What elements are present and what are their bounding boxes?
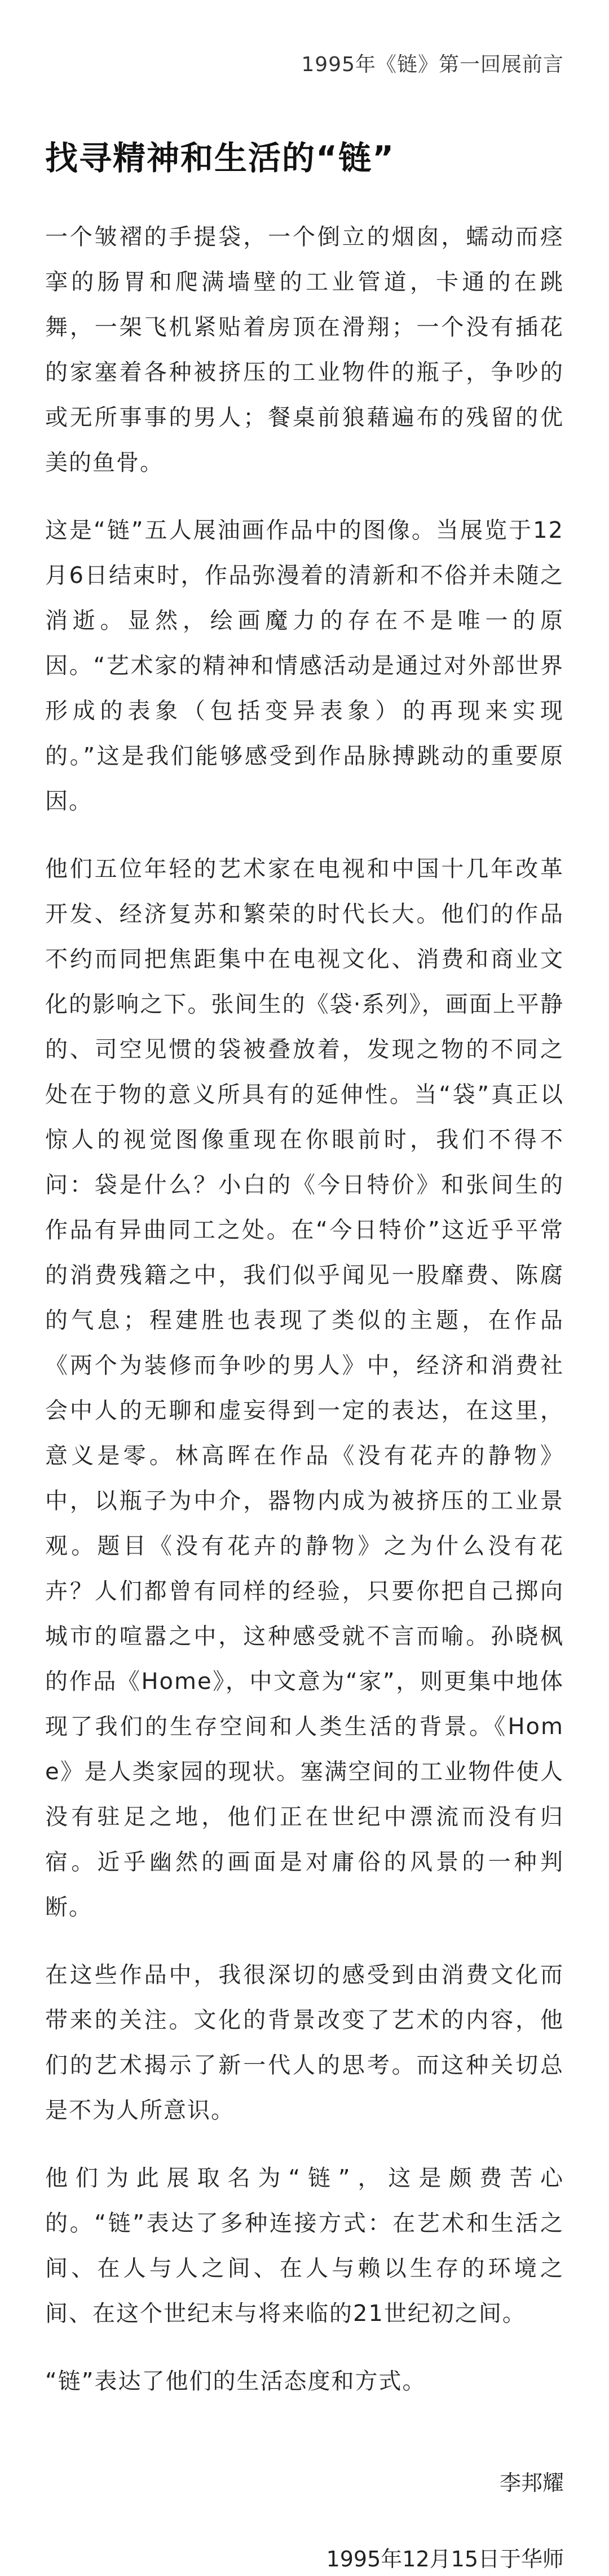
author-signature: 李邦耀 <box>499 2470 564 2495</box>
signature-date: 1995年12月15日于华师 <box>326 2547 564 2571</box>
body-paragraph-1: 一个皱褶的手提袋，一个倒立的烟囱，蠕动而痉挛的肠胃和爬满墙壁的工业管道，卡通的在跳舞，一架飞机紧贴着房顶在滑翔；一个没有插花的家塞着各种被挤压的工业物件的瓶子，争吵的或无所事事的男人；餐桌前狼藉遍布的残留的优美的鱼骨。 <box>45 224 564 476</box>
body-paragraph-3: 他们五位年轻的艺术家在电视和中国十几年改革开发、经济复苏和繁荣的时代长大。他们的作品不约而同把焦距集中在电视文化、消费和商业文化的影响之下。张间生的《袋·系列》，画面上平静的、司空见惯的袋被叠放着，发现之物的不同之处在于物的意义所具有的延伸性。当“袋”真正以惊人的视觉图像重现在你眼前时，我们不得不问：袋是什么？小白的《今日特价》和张间生的作品有异曲同工之处。在“今日特价”这近乎平常的消费残籍之中，我们似乎闻见一股靡费、陈腐的气息；程建胜也表现了类似的主题，在作品《两个为装修而争吵的男人》中，经济和消费社会中人的无聊和虚妄得到一定的表达，在这里，意义是零。林高晖在作品《没有花卉的静物》中，以瓶子为中介，器物内成为被挤压的工业景观。题目《没有花卉的静物》之为什么没有花卉？人们都曾有同样的经验，只要你把自己掷向城市的喧嚣之中，这种感受就不言而喻。孙晓枫的作品《Home》，中文意为“家”，则更集中地体现了我们的生存空间和人类生活的背景。《Home》是人类家园的现状。塞满空间的工业物件使人没有驻足之地，他们正在世纪中漂流而没有归宿。近乎幽然的画面是对庸俗的风景的一种判断。 <box>45 856 564 1920</box>
body-paragraph-6: “链”表达了他们的生活态度和方式。 <box>45 2368 426 2394</box>
body-paragraph-2: 这是“链”五人展油画作品中的图像。当展览于12月6日结束时，作品弥漫着的清新和不俗并未随之消逝。显然，绘画魔力的存在不是唯一的原因。“艺术家的精神和情感活动是通过对外部世界形成的表象（包括变异表象）的再现来实现的。”这是我们能够感受到作品脉搏跳动的重要原因。 <box>45 517 564 814</box>
article-title: 找寻精神和生活的“链” <box>45 139 395 177</box>
article-subtitle: 1995年《链》第一回展前言 <box>301 53 564 76</box>
body-paragraph-4: 在这些作品中，我很深切的感受到由消费文化而带来的关注。文化的背景改变了艺术的内容，他们的艺术揭示了新一代人的思考。而这种关切总是不为人所意识。 <box>45 1962 564 2123</box>
article-body <box>45 214 564 2404</box>
body-paragraph-5: 他们为此展取名为“链”，这是颇费苦心的。“链”表达了多种连接方式：在艺术和生活之间、在人与人之间、在人与赖以生存的环境之间、在这个世纪末与将来临的21世纪初之间。 <box>45 2165 564 2327</box>
